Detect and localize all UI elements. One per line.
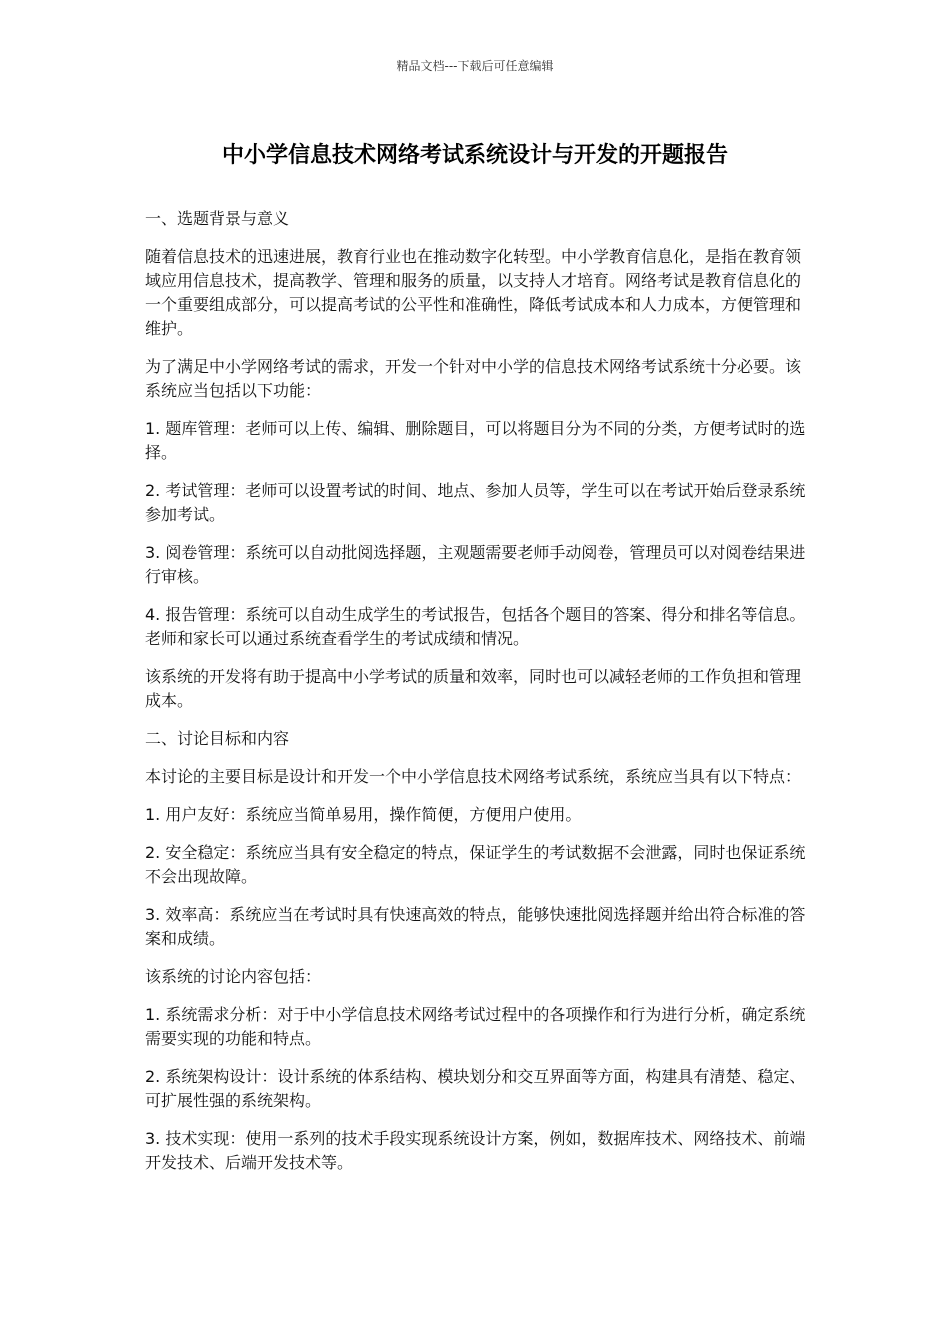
document-title: 中小学信息技术网络考试系统设计与开发的开题报告 [221,143,728,168]
header-note: 精品文档---下载后可任意编辑 [396,59,554,73]
list-item: 3. 效率高：系统应当在考试时具有快速高效的特点，能够快速批阅选择题并给出符合标准的答案和成绩。 [145,905,806,948]
section-heading-background: 一、选题背景与意义 [145,209,290,228]
paragraph: 该系统的开发将有助于提高中小学考试的质量和效率，同时也可以减轻老师的工作负担和管理成本。 [145,667,802,710]
list-item: 3. 阅卷管理：系统可以自动批阅选择题，主观题需要老师手动阅卷，管理员可以对阅卷结果进行审核。 [145,543,806,586]
paragraph: 该系统的讨论内容包括： [145,967,322,986]
list-item: 1. 系统需求分析：对于中小学信息技术网络考试过程中的各项操作和行为进行分析，确定系统需要实现的功能和特点。 [145,1005,806,1048]
list-item: 2. 系统架构设计：设计系统的体系结构、模块划分和交互界面等方面，构建具有清楚、稳定、可扩展性强的系统架构。 [145,1067,806,1110]
paragraph: 为了满足中小学网络考试的需求，开发一个针对中小学的信息技术网络考试系统十分必要。该系统应当包括以下功能： [145,357,802,400]
document-body [145,207,810,1189]
list-item: 2. 考试管理：老师可以设置考试的时间、地点、参加人员等，学生可以在考试开始后登录系统参加考试。 [145,481,806,524]
section-heading-goals: 二、讨论目标和内容 [145,729,290,748]
list-item: 2. 安全稳定：系统应当具有安全稳定的特点，保证学生的考试数据不会泄露，同时也保证系统不会出现故障。 [145,843,806,886]
paragraph: 随着信息技术的迅速进展，教育行业也在推动数字化转型。中小学教育信息化，是指在教育领域应用信息技术，提高教学、管理和服务的质量，以支持人才培育。网络考试是教育信息化的一个重要组成部分，可以提高考试的公平性和准确性，降低考试成本和人力成本，方便管理和维护。 [145,247,802,338]
list-item: 4. 报告管理：系统可以自动生成学生的考试报告，包括各个题目的答案、得分和排名等信息。老师和家长可以通过系统查看学生的考试成绩和情况。 [145,605,806,648]
list-item: 1. 用户友好：系统应当简单易用，操作简便，方便用户使用。 [145,805,582,824]
list-item: 1. 题库管理：老师可以上传、编辑、删除题目，可以将题目分为不同的分类，方便考试时的选择。 [145,419,806,462]
paragraph: 本讨论的主要目标是设计和开发一个中小学信息技术网络考试系统，系统应当具有以下特点： [145,767,802,786]
list-item: 3. 技术实现：使用一系列的技术手段实现系统设计方案，例如，数据库技术、网络技术、前端开发技术、后端开发技术等。 [145,1129,806,1172]
